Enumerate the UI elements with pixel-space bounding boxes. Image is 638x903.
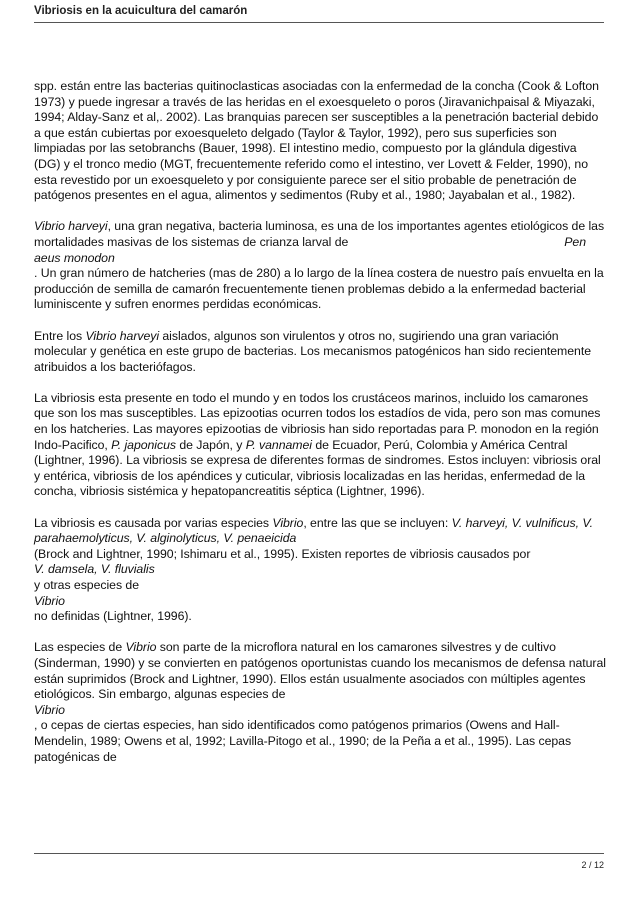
species-name: Vibrio — [34, 702, 65, 717]
species-name: Vibrio harveyi — [85, 328, 160, 343]
paragraph-text: La vibriosis es causada por varias especies — [34, 515, 273, 530]
paragraph-text: . Un gran número de hatcheries (mas de 280) a lo largo de la línea costera de nuestro país envuelta en la producción de semilla de camarón frecuentemente tienen problemas debido a la enfermedad bacterial luminiscente y sufren enormes perdidas económicas. — [34, 266, 604, 312]
paragraph-3 — [34, 329, 606, 376]
paragraph-1: spp. están entre las bacterias quitinoclasticas asociadas con la enfermedad de la concha (Cook & Lofton 1973) y puede ingresar a través de las heridas en el exoesqueleto o poros (Jiravanichpaisal & Miyazaki, 1994; Alday-Sanz et al,. 2002). Las branquias parecen ser susceptibles a la penetración bacterial debido a que están cubiertas por exoesqueleto delgado (Taylor & Taylor, 1992), pero sus superficies son limpiadas por las setobranchs (Bauer, 1998). El intestino medio, compuesto por la glándula digestiva (DG) y el tronco medio (MGT, frecuentemente referido como el intestino, ver Lovett & Felder, 1990), no esta revestido por un exoesqueleto y por consiguiente parece ser el sitio probable de penetración de patógenos presentes en el agua, alimentos y sedimentos (Ruby et al., 1980; Jayabalan et al., 1982). — [34, 79, 599, 203]
page-number: 2 / 12 — [581, 860, 604, 870]
paragraph-text: y otras especies de — [34, 578, 139, 592]
paragraph-text: aislados, algunos son virulentos y otros no, sugiriendo una gran variación molecular y genética en este grupo de bacterias. Los mecanismos patogénicos han sido recientemente atribuidos a los bacteriófagos. — [34, 328, 591, 374]
species-name: P. vannamei — [245, 437, 312, 452]
paragraph-text: no definidas (Lightner, 1996). — [34, 609, 192, 624]
species-name: Vibrio — [272, 515, 304, 530]
paragraph-text: Entre los — [34, 328, 86, 343]
paragraph-text: , entre las que se incluyen: — [303, 515, 452, 530]
paragraph-text: Las especies de — [34, 640, 126, 655]
species-list: V. damsela, V. fluvialis — [34, 562, 155, 577]
paragraph-text: , una gran negativa, bacteria luminosa, es una de los importantes agentes etiológicos de las mortalidades masivas de los sistemas de crianza larval de — [34, 219, 605, 249]
document-body — [34, 79, 606, 765]
paragraph-text: (Brock and Lightner, 1990; Ishimaru et al., 1995). Existen reportes de vibriosis causados por — [34, 546, 531, 561]
species-name: P. japonicus — [111, 437, 176, 452]
page-header-title: Vibriosis en la acuicultura del camarón — [34, 5, 248, 17]
paragraph-5 — [34, 516, 606, 625]
paragraph-2 — [34, 219, 606, 313]
species-name: Vibrio harveyi — [34, 219, 108, 234]
paragraph-text: , o cepas de ciertas especies, han sido identificados como patógenos primarios (Owens and Hall-Mendelin, 1989; Owens et al, 1992; Lavilla-Pitogo et al., 1990; de la Peña a et al., 1995). Las cepas patogénicas de — [34, 718, 572, 764]
species-name: Vibrio — [34, 593, 65, 608]
species-list: V. harveyi, V. vulnificus, V. parahaemolyticus, V. alginolyticus, V. penaeicida — [34, 515, 593, 546]
paragraph-text: de Ecuador, Perú, Colombia y América Central (Lightner, 1996). La vibriosis se expresa de diferentes formas de sindromes. Estos incluyen: vibriosis oral y entérica, vibriosis de los apéndices y cuticular, vibriosis localizadas en las heridas, enfermedad de la concha, vibriosis sistémica y hepatopancreatitis séptica (Lightner, 1996). — [34, 437, 601, 499]
paragraph-text: de Japón, y — [175, 437, 246, 452]
paragraph-4 — [34, 391, 606, 500]
header-divider — [34, 22, 604, 23]
paragraph-text: La vibriosis esta presente en todo el mundo y en todos los crustáceos marinos, incluido los camarones que son los mas susceptibles. Las epizootias ocurren todos los estadíos de vida, pero son mas comunes en los hatcheries. Las mayores epizootias de vibriosis han sido reportadas para P. monodon en la región Indo-Pacifico, — [34, 390, 601, 452]
species-name: Pen — [564, 234, 586, 249]
species-name: Vibrio — [125, 640, 157, 655]
paragraph-6 — [34, 640, 606, 765]
paragraph-text: son parte de la microflora natural en los camarones silvestres y de cultivo (Sinderman, 1990) y se convierten en patógenos oportunistas cuando los mecanismos de defensa natural están suprimidos (Brock and Lightner, 1990). Ellos están usualmente asociados con múltiples agentes etiológicos. Sin embargo, algunas especies de — [34, 640, 606, 702]
footer-divider — [34, 853, 604, 854]
species-name: aeus monodon — [34, 250, 115, 265]
